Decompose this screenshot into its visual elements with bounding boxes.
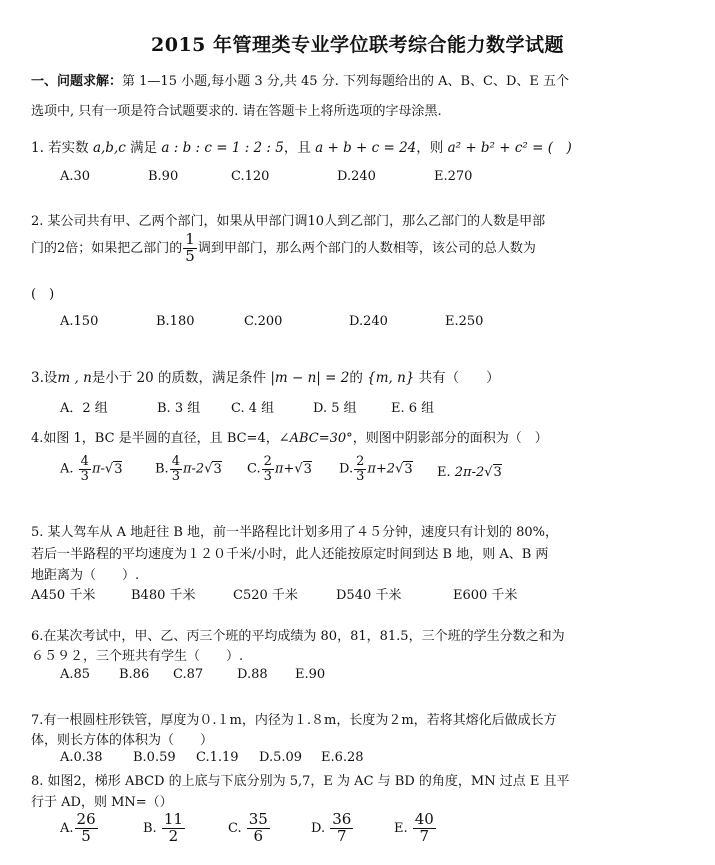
- q4-option-c-den: 3: [263, 468, 272, 484]
- q8-option-d-fraction: [330, 812, 353, 845]
- q4-option-b-den: 3: [171, 468, 180, 484]
- q2-option-e: E.250: [445, 314, 484, 329]
- q6-option-e: E.90: [295, 667, 326, 682]
- q6-options: [0, 667, 715, 685]
- question-3: [31, 366, 500, 386]
- q3-vars: m , n: [57, 370, 92, 386]
- q2-option-a: A.150: [60, 314, 99, 329]
- q8-option-a-fraction: [75, 812, 98, 845]
- q3-options: [0, 397, 715, 415]
- q4-option-c-num: 2: [263, 454, 272, 469]
- q6-line2: ６５９２，三个班共有学生（ ）.: [31, 649, 244, 664]
- q4-angle: ∠ABC=30°: [278, 431, 353, 446]
- q2-frac-num: 1: [185, 230, 195, 248]
- q2-line2-b: 调到甲部门，那么两个部门的人数相等，该公司的总人数为: [197, 240, 536, 256]
- q5-line3: 地距离为（ ）.: [31, 568, 140, 583]
- q2-line1: 2. 某公司共有甲、乙两个部门，如果从甲部门调10人到乙部门，那么乙部门的人数是甲部: [31, 214, 546, 229]
- section-heading: 一、问题求解：: [31, 74, 123, 89]
- q4-option-e: E. 2π-2√3: [437, 465, 502, 480]
- q1-option-c: C.120: [231, 169, 270, 184]
- q4-option-a: A. $\frac{4}{3}$ π-√3: [60, 454, 123, 484]
- q4-options: [0, 455, 715, 495]
- q1-option-e: E.270: [434, 169, 473, 184]
- q8-option-e: [394, 812, 437, 845]
- q3-set: {m, n}: [367, 370, 415, 386]
- q1-vars: a,b,c: [92, 140, 126, 156]
- q8-option-a-letter: A.: [60, 820, 74, 836]
- q1-sum: a + b + c = 24: [315, 140, 417, 156]
- q3-b: 是小于 20 的质数，满足条件: [91, 370, 267, 386]
- q3-d: 共有（ ）: [418, 370, 500, 386]
- q4-option-d-fraction: [354, 455, 366, 483]
- section-intro-line1: [31, 70, 569, 89]
- q1-ratio: a : b : c = 1 : 2 : 5: [161, 140, 284, 156]
- q4-option-e-root: 3: [493, 465, 502, 480]
- section-intro-text: 第 1—15 小题,每小题 3 分,共 45 分. 下列每题给出的 A、B、C、D、E 五个: [122, 74, 570, 89]
- q4-option-a-root: 3: [114, 461, 123, 477]
- q4-option-e-letter: E.: [437, 465, 451, 480]
- q4-option-a-den: 3: [80, 468, 89, 484]
- q3-option-e: E. 6 组: [391, 401, 435, 416]
- q1-option-a: A.30: [60, 169, 91, 184]
- q1-mid1: 满足: [130, 140, 158, 156]
- q7-option-d: D.5.09: [259, 750, 303, 765]
- q1-option-b: B.90: [148, 169, 179, 184]
- q8-option-a-num: 26: [76, 810, 96, 828]
- q4-option-b-rest: π-2: [182, 461, 205, 477]
- q8-option-b-letter: B.: [143, 820, 157, 836]
- q5-line1: 5. 某人驾车从 A 地赶往 B 地，前一半路程比计划多用了４５分钟，速度只有计划的 80%，: [31, 525, 559, 540]
- q3-condition: |m − n| = 2: [270, 370, 350, 386]
- q3-c: 的: [349, 370, 363, 386]
- q4-option-d-den: 3: [356, 468, 365, 484]
- q4-option-c-letter: C.: [247, 461, 261, 477]
- q2-option-d: D.240: [349, 314, 388, 329]
- question-4: [31, 427, 548, 446]
- q4-option-a-num: 4: [80, 454, 89, 469]
- q1-mid2: ，且: [283, 140, 311, 156]
- q8-option-c-den: 6: [253, 826, 264, 845]
- q7-option-a: A.0.38: [60, 750, 103, 765]
- q2-option-b: B.180: [156, 314, 195, 329]
- q8-option-c-letter: C.: [228, 820, 242, 836]
- q8-option-e-den: 7: [419, 826, 430, 845]
- q4-option-d-root: 3: [404, 461, 413, 477]
- q8-option-c: [228, 812, 271, 845]
- q1-expression: a² + b² + c² = ( ): [447, 140, 572, 156]
- q5-line2: 若后一半路程的平均速度为１２０千米/小时，此人还能按原定时间到达 B 地，则 A、B 两: [31, 547, 549, 562]
- q4-option-b-root: 3: [213, 461, 222, 477]
- page-title: 2015 年管理类专业学位联考综合能力数学试题: [151, 34, 564, 56]
- q5-option-e: E600 千米: [453, 588, 518, 603]
- q8-line1: 8. 如图2，梯形 ABCD 的上底与下底分别为 5,7，E 为 AC 与 BD 的角度，MN 过点 E 且平: [31, 774, 570, 789]
- q6-option-d: D.88: [237, 667, 268, 682]
- q8-option-e-fraction: [413, 812, 436, 845]
- q8-option-d-den: 7: [337, 826, 347, 845]
- q8-option-e-letter: E.: [394, 820, 408, 836]
- section-intro-line2: 选项中, 只有一项是符合试题要求的. 请在答题卡上将所选项的字母涂黑.: [31, 104, 442, 119]
- q7-options: [0, 750, 715, 768]
- q6-line1: 6.在某次考试中，甲、乙、丙三个班的平均成绩为 80，81，81.5，三个班的学生分数之和为: [31, 629, 565, 644]
- q8-option-c-fraction: [247, 812, 270, 845]
- q1-options: [0, 169, 715, 187]
- q4-text-b: ，则图中阴影部分的面积为（ ）: [352, 431, 548, 446]
- q8-line2: 行于 AD，则 MN=（）: [31, 795, 173, 810]
- q2-frac-den: 5: [185, 246, 195, 265]
- q4-option-d-num: 2: [356, 454, 365, 469]
- q7-option-c: C.1.19: [196, 750, 239, 765]
- q4-option-b-letter: B.: [155, 461, 169, 477]
- q8-option-d: [311, 812, 354, 845]
- q4-option-b-fraction: [170, 455, 182, 483]
- q5-options: [0, 584, 715, 602]
- q3-option-a: A．2 组: [60, 401, 108, 416]
- q6-option-a: A.85: [60, 667, 91, 682]
- q4-option-d-letter: D.: [339, 461, 354, 477]
- q8-option-e-num: 40: [414, 810, 434, 828]
- q7-option-e: E.6.28: [321, 750, 364, 765]
- q4-option-d-rest: π+2: [367, 461, 396, 477]
- question-1: [31, 136, 572, 156]
- q5-option-b: B480 千米: [131, 588, 196, 603]
- q4-option-c-fraction: [262, 455, 274, 483]
- q1-mid3: ，则: [416, 140, 444, 156]
- q8-option-b-fraction: [162, 812, 185, 845]
- q3-option-c: C. 4 组: [231, 401, 275, 416]
- q8-option-a: [60, 812, 99, 845]
- q8-option-b: [143, 812, 186, 845]
- q1-prefix: 1. 若实数: [31, 140, 89, 156]
- q4-text-a: 4.如图 1，BC 是半圆的直径，且 BC=4，: [31, 431, 279, 446]
- q2-answer-blank: ( ): [31, 287, 55, 302]
- q4-option-e-rest: 2π-2: [454, 465, 485, 480]
- q2-options: [0, 314, 715, 332]
- q3-option-d: D. 5 组: [313, 401, 357, 416]
- q8-option-b-den: 2: [168, 826, 179, 845]
- q3-option-b: B. 3 组: [157, 401, 201, 416]
- q4-option-c-root: 3: [303, 461, 312, 477]
- q8-option-a-den: 5: [81, 826, 91, 845]
- q2-option-c: C.200: [244, 314, 283, 329]
- q2-line2: [31, 232, 536, 265]
- q4-option-b: B. $\frac{4}{3}$ π-2√3: [155, 454, 222, 484]
- q4-option-b-num: 4: [171, 454, 180, 469]
- q5-option-c: C520 千米: [233, 588, 298, 603]
- q1-option-d: D.240: [337, 169, 376, 184]
- q7-option-b: B.0.59: [133, 750, 176, 765]
- q4-option-c: C. $\frac{2}{3}$ π+√3: [247, 454, 312, 484]
- q5-option-a: A450 千米: [31, 588, 96, 603]
- q8-option-d-num: 36: [332, 810, 352, 828]
- q7-line2: 体，则长方体的体积为（ ）: [31, 733, 214, 748]
- q4-option-d: D. $\frac{2}{3}$ π+2√3: [339, 454, 413, 484]
- q2-line2-a: 门的2倍；如果把乙部门的: [31, 240, 183, 256]
- q6-option-c: C.87: [173, 667, 204, 682]
- q4-option-a-fraction: [79, 455, 91, 483]
- q5-option-d: D540 千米: [336, 588, 402, 603]
- q4-option-a-rest: π-: [91, 461, 105, 477]
- q8-option-c-num: 35: [248, 810, 268, 828]
- q7-line1: 7.有一根圆柱形铁管，厚度为０.１m，内径为１.８m，长度为２m，若将其熔化后做成长方: [31, 713, 557, 728]
- q4-option-a-letter: A.: [60, 461, 74, 477]
- q2-fraction: [183, 232, 197, 265]
- q4-option-c-rest: π+: [274, 461, 295, 477]
- q8-options: [0, 812, 715, 858]
- q6-option-b: B.86: [119, 667, 150, 682]
- q3-a: 3.设: [31, 370, 58, 386]
- q8-option-b-num: 11: [163, 810, 183, 828]
- q8-option-d-letter: D.: [311, 820, 326, 836]
